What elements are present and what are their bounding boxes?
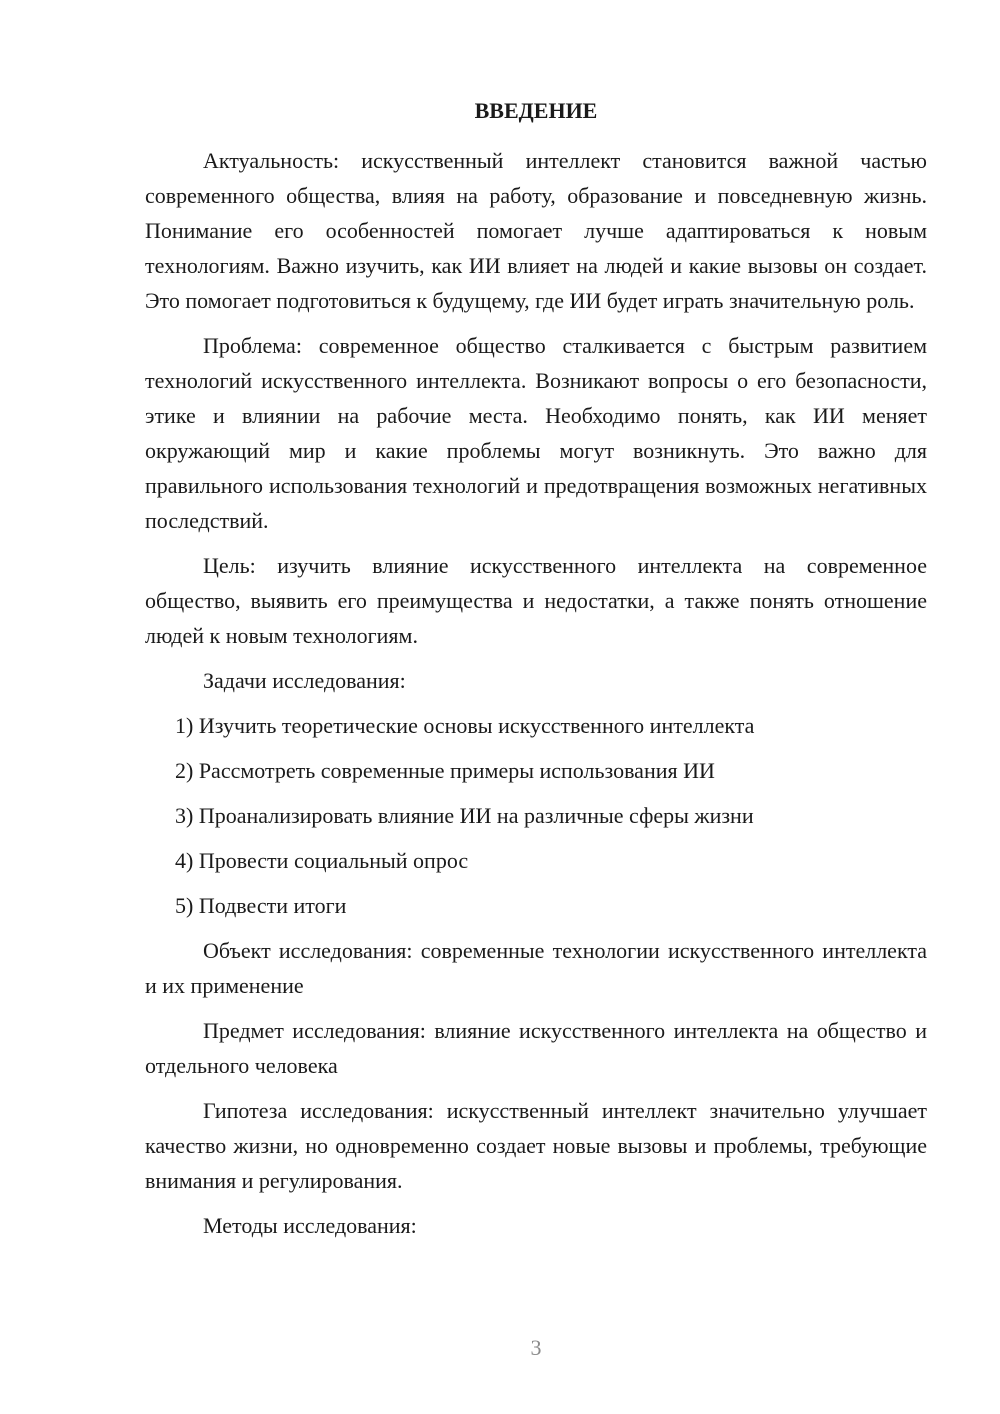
paragraph-hypothesis: Гипотеза исследования: искусственный интеллект значительно улучшает качество жизни, но одновременно создает новые вызовы и проблемы, требующие внимания и регулирования. [145,1098,927,1193]
paragraph-subject: Предмет исследования: влияние искусственного интеллекта на общество и отдельного человека [145,1018,927,1078]
list-item: 3) Проанализировать влияние ИИ на различные сферы жизни [175,803,754,828]
list-item: 4) Провести социальный опрос [175,848,469,873]
paragraph-object: Объект исследования: современные технологии искусственного интеллекта и их применение [145,938,927,998]
list-item: 2) Рассмотреть современные примеры использования ИИ [175,758,715,783]
document-body [145,143,927,1253]
page-title: ВВЕДЕНИЕ [474,98,598,123]
paragraph-relevance: Актуальность: искусственный интеллект становится важной частью современного общества, влияя на работу, образование и повседневную жизнь. Понимание его особенностей помогает лучше адаптироваться к новым технологиям. Важно изучить, как ИИ влияет на людей и какие вызовы он создает. Это помогает подготовиться к будущему, где ИИ будет играть значительную роль. [145,148,927,313]
list-item: 5) Подвести итоги [175,893,347,918]
list-item: 1) Изучить теоретические основы искусственного интеллекта [175,713,755,738]
tasks-list [145,708,927,923]
paragraph-goal: Цель: изучить влияние искусственного интеллекта на современное общество, выявить его преимущества и недостатки, а также понять отношение людей к новым технологиям. [145,553,927,648]
page-number: 3 [530,1335,542,1360]
methods-title: Методы исследования: [203,1213,417,1238]
paragraph-problem: Проблема: современное общество сталкивается с быстрым развитием технологий искусственного интеллекта. Возникают вопросы о его безопасности, этике и влиянии на рабочие места. Необходимо понять, как ИИ меняет окружающий мир и какие проблемы могут возникнуть. Это важно для правильного использования технологий и предотвращения возможных негативных последствий. [145,333,927,533]
tasks-title: Задачи исследования: [203,668,406,693]
